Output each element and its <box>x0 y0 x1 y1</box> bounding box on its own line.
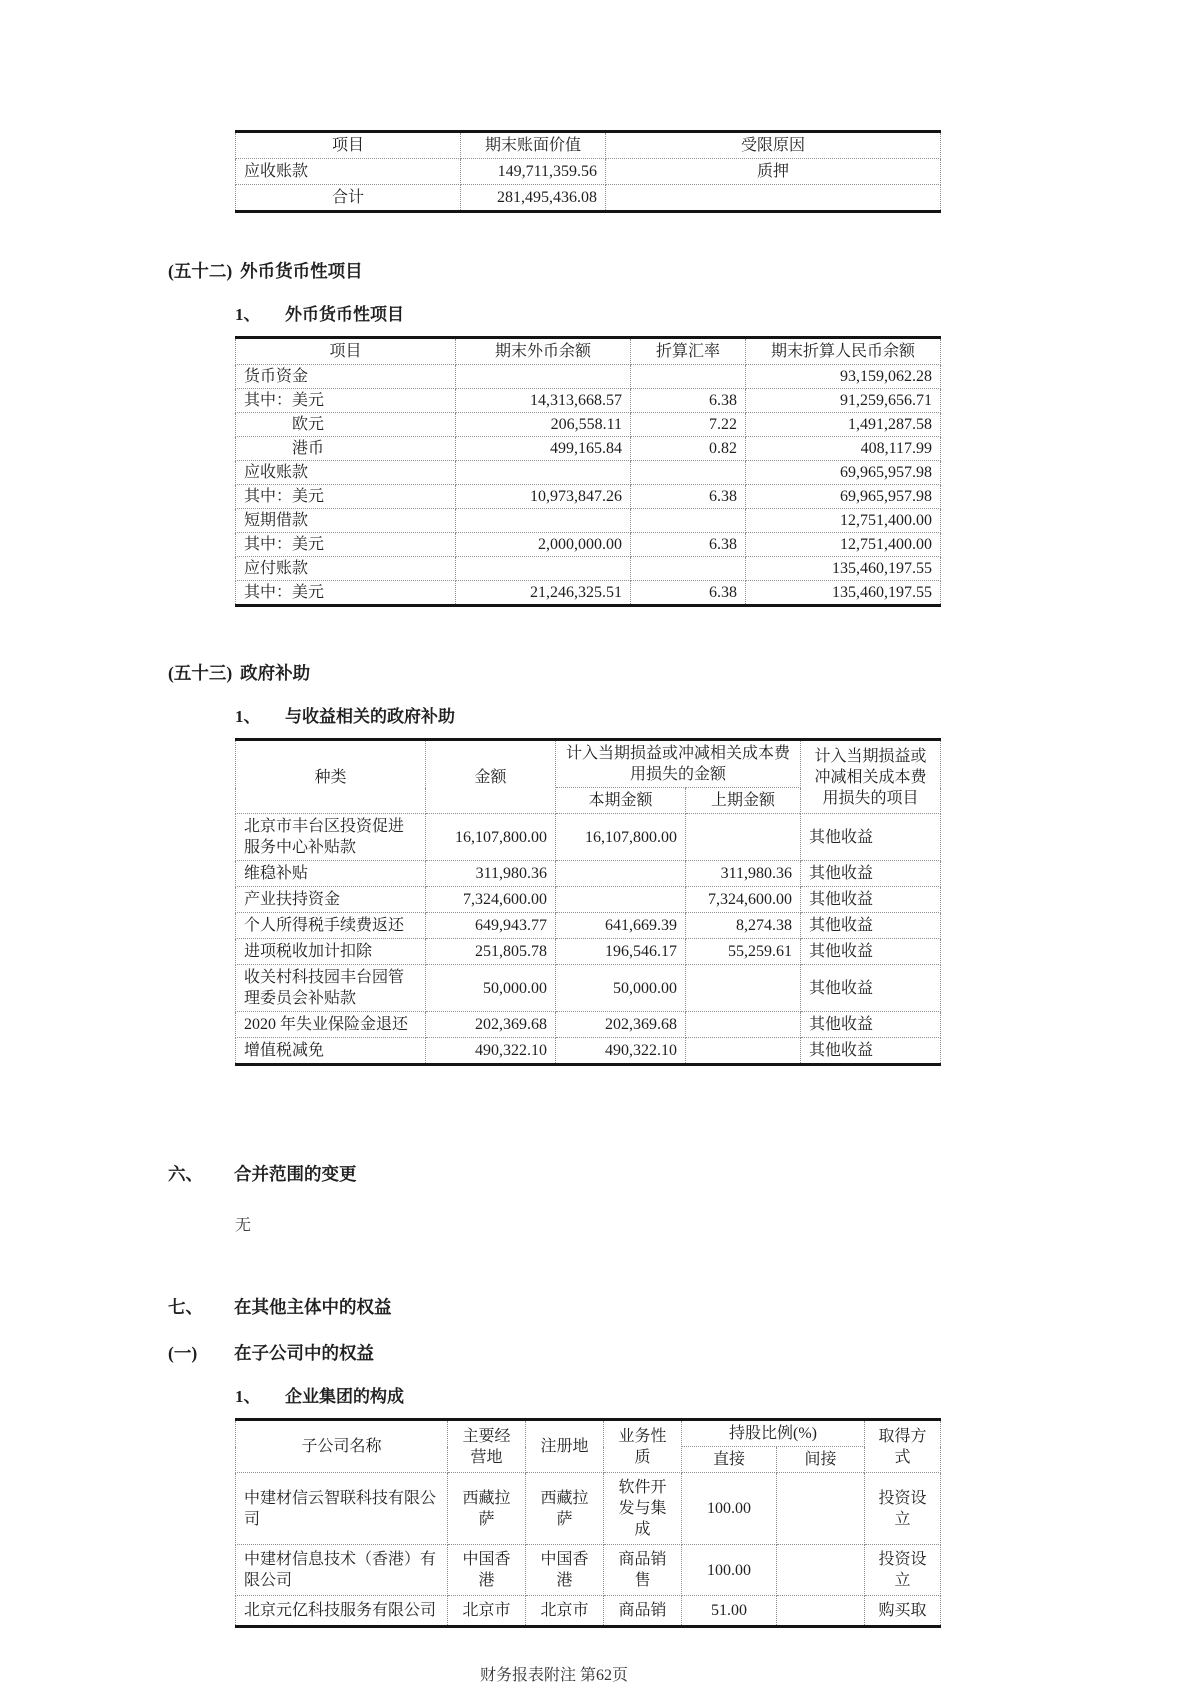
cell-item: 欧元 <box>236 413 456 437</box>
cell-current-amount <box>556 861 686 887</box>
subsidy-row <box>236 913 941 939</box>
cell-pl-item: 其他收益 <box>801 1038 941 1065</box>
cell-rmb-balance: 91,259,656.71 <box>746 389 941 413</box>
col-header-rate: 折算汇率 <box>631 338 746 365</box>
cell-current-amount: 202,369.68 <box>556 1012 686 1038</box>
cell-subsidiary-name: 中建材信息技术（香港）有限公司 <box>236 1545 448 1596</box>
table-header-row <box>236 132 941 159</box>
cell-subsidiary-name: 北京元亿科技服务有限公司 <box>236 1596 448 1627</box>
restricted-assets-table <box>235 130 941 213</box>
section-53-heading <box>168 661 950 685</box>
table-row <box>236 581 941 606</box>
col-header-fx-balance: 期末外币余额 <box>456 338 631 365</box>
section-number: (一) <box>168 1343 198 1363</box>
col-header-prior-period: 上期金额 <box>686 788 801 814</box>
cell-current-amount: 641,669.39 <box>556 913 686 939</box>
cell-indirect-ratio <box>777 1473 865 1545</box>
section-title: 政府补助 <box>240 663 311 683</box>
section-number: 六、 <box>168 1164 203 1184</box>
subsection-title: 企业集团的构成 <box>285 1387 404 1406</box>
subsidy-row <box>236 1012 941 1038</box>
section-number: (五十二) <box>168 261 233 281</box>
subsection-number: 1、 <box>235 305 261 324</box>
cell-rmb-balance: 1,491,287.58 <box>746 413 941 437</box>
cell-indirect-ratio <box>777 1596 865 1627</box>
cell-prior-amount: 8,274.38 <box>686 913 801 939</box>
table-row <box>236 437 941 461</box>
cell-current-amount: 196,546.17 <box>556 939 686 965</box>
cell-subsidiary-name: 中建材信云智联科技有限公司 <box>236 1473 448 1545</box>
page-footer: 财务报表附注 第62页 <box>479 1667 628 1684</box>
table-row <box>236 557 941 581</box>
cell-item: 其中：美元 <box>236 581 456 606</box>
cell-amount: 490,322.10 <box>426 1038 556 1065</box>
cell-current-amount: 50,000.00 <box>556 965 686 1012</box>
section-7-1-heading <box>168 1341 950 1365</box>
subsidy-row <box>236 1038 941 1065</box>
section-6-heading <box>168 1162 950 1186</box>
subsidiary-row <box>236 1596 941 1627</box>
foreign-currency-table <box>235 336 941 607</box>
cell-fx-balance <box>456 509 631 533</box>
cell-prior-amount <box>686 1012 801 1038</box>
table-row-total <box>236 185 941 212</box>
cell-business: 商品销售 <box>604 1545 682 1596</box>
section-6-body: 无 <box>235 1217 252 1234</box>
subsidiary-row <box>236 1473 941 1545</box>
cell-prior-amount: 55,259.61 <box>686 939 801 965</box>
col-header-item: 项目 <box>236 338 456 365</box>
cell-amount: 311,980.36 <box>426 861 556 887</box>
cell-fx-balance: 14,313,668.57 <box>456 389 631 413</box>
cell-amount: 251,805.78 <box>426 939 556 965</box>
col-header-pl-item: 计入当期损益或冲减相关成本费用损失的项目 <box>801 740 941 814</box>
section-title: 在子公司中的权益 <box>234 1343 374 1363</box>
cell-registration: 西藏拉萨 <box>526 1473 604 1545</box>
col-header-current-period: 本期金额 <box>556 788 686 814</box>
cell-main-place: 西藏拉萨 <box>448 1473 526 1545</box>
col-header-kind: 种类 <box>236 740 426 814</box>
cell-item: 其中：美元 <box>236 533 456 557</box>
cell-item: 合计 <box>236 185 461 212</box>
subsidy-row <box>236 887 941 913</box>
cell-fx-balance: 21,246,325.51 <box>456 581 631 606</box>
cell-amount: 50,000.00 <box>426 965 556 1012</box>
cell-item: 货币资金 <box>236 365 456 389</box>
cell-business: 软件开发与集成 <box>604 1473 682 1545</box>
cell-kind: 增值税减免 <box>236 1038 426 1065</box>
col-header-main-place: 主要经营地 <box>448 1420 526 1473</box>
cell-direct-ratio: 100.00 <box>682 1545 777 1596</box>
col-header-value: 期末账面价值 <box>461 132 606 159</box>
cell-rate <box>631 557 746 581</box>
cell-current-amount <box>556 887 686 913</box>
cell-amount: 7,324,600.00 <box>426 887 556 913</box>
subsidy-row <box>236 939 941 965</box>
cell-item: 其中：美元 <box>236 485 456 509</box>
cell-acquisition: 购买取 <box>865 1596 941 1627</box>
cell-pl-item: 其他收益 <box>801 814 941 861</box>
cell-pl-item: 其他收益 <box>801 913 941 939</box>
cell-item: 应收账款 <box>236 159 461 185</box>
cell-kind: 维稳补贴 <box>236 861 426 887</box>
table-row <box>236 365 941 389</box>
cell-kind: 个人所得税手续费返还 <box>236 913 426 939</box>
subsidiaries-table <box>235 1418 941 1628</box>
cell-rate: 6.38 <box>631 389 746 413</box>
cell-acquisition: 投资设立 <box>865 1545 941 1596</box>
subsidiary-row <box>236 1545 941 1596</box>
section-number: 七、 <box>168 1297 203 1317</box>
cell-pl-item: 其他收益 <box>801 939 941 965</box>
subsection-title: 与收益相关的政府补助 <box>285 707 455 726</box>
col-header-rmb-balance: 期末折算人民币余额 <box>746 338 941 365</box>
section-7-heading <box>168 1295 950 1319</box>
table-header-row <box>236 740 941 788</box>
col-header-registration: 注册地 <box>526 1420 604 1473</box>
cell-kind: 北京市丰台区投资促进服务中心补贴款 <box>236 814 426 861</box>
col-header-amount: 金额 <box>426 740 556 814</box>
subsection-title: 外币货币性项目 <box>285 305 404 324</box>
col-header-business: 业务性质 <box>604 1420 682 1473</box>
cell-prior-amount <box>686 814 801 861</box>
col-header-indirect: 间接 <box>777 1447 865 1473</box>
cell-fx-balance: 499,165.84 <box>456 437 631 461</box>
cell-amount: 16,107,800.00 <box>426 814 556 861</box>
table-row <box>236 509 941 533</box>
cell-rmb-balance: 408,117.99 <box>746 437 941 461</box>
table-header-row <box>236 1420 941 1447</box>
cell-rmb-balance: 12,751,400.00 <box>746 509 941 533</box>
col-header-group: 计入当期损益或冲减相关成本费用损失的金额 <box>556 740 801 788</box>
cell-business: 商品销 <box>604 1596 682 1627</box>
cell-main-place: 北京市 <box>448 1596 526 1627</box>
cell-prior-amount <box>686 1038 801 1065</box>
section-52-heading <box>168 259 950 283</box>
cell-pl-item: 其他收益 <box>801 1012 941 1038</box>
cell-rate <box>631 509 746 533</box>
cell-kind: 进项税收加计扣除 <box>236 939 426 965</box>
cell-rate <box>631 365 746 389</box>
subsection-number: 1、 <box>235 707 261 726</box>
cell-rmb-balance: 93,159,062.28 <box>746 365 941 389</box>
col-header-holding-ratio: 持股比例(%) <box>682 1420 865 1447</box>
cell-fx-balance: 2,000,000.00 <box>456 533 631 557</box>
cell-fx-balance: 206,558.11 <box>456 413 631 437</box>
cell-current-amount: 490,322.10 <box>556 1038 686 1065</box>
col-header-item: 项目 <box>236 132 461 159</box>
cell-rmb-balance: 69,965,957.98 <box>746 461 941 485</box>
subsidy-row <box>236 861 941 887</box>
cell-direct-ratio: 51.00 <box>682 1596 777 1627</box>
table-row <box>236 159 941 185</box>
subsidy-row <box>236 814 941 861</box>
cell-kind: 收关村科技园丰台园管理委员会补贴款 <box>236 965 426 1012</box>
cell-prior-amount <box>686 965 801 1012</box>
subsidy-row <box>236 965 941 1012</box>
cell-fx-balance <box>456 461 631 485</box>
cell-item: 应付账款 <box>236 557 456 581</box>
cell-reason: 质押 <box>606 159 941 185</box>
cell-item: 应收账款 <box>236 461 456 485</box>
cell-amount: 649,943.77 <box>426 913 556 939</box>
cell-rmb-balance: 135,460,197.55 <box>746 557 941 581</box>
table-row <box>236 389 941 413</box>
cell-pl-item: 其他收益 <box>801 887 941 913</box>
cell-rmb-balance: 135,460,197.55 <box>746 581 941 606</box>
section-title: 外币货币性项目 <box>240 261 363 281</box>
section-number: (五十三) <box>168 663 233 683</box>
cell-rmb-balance: 69,965,957.98 <box>746 485 941 509</box>
cell-rate: 0.82 <box>631 437 746 461</box>
table-row <box>236 485 941 509</box>
cell-main-place: 中国香港 <box>448 1545 526 1596</box>
cell-rate <box>631 461 746 485</box>
cell-rmb-balance: 12,751,400.00 <box>746 533 941 557</box>
col-header-subsidiary-name: 子公司名称 <box>236 1420 448 1473</box>
cell-fx-balance <box>456 365 631 389</box>
table-row <box>236 413 941 437</box>
col-header-reason: 受限原因 <box>606 132 941 159</box>
cell-indirect-ratio <box>777 1545 865 1596</box>
cell-kind: 产业扶持资金 <box>236 887 426 913</box>
col-header-direct: 直接 <box>682 1447 777 1473</box>
cell-registration: 北京市 <box>526 1596 604 1627</box>
cell-amount: 202,369.68 <box>426 1012 556 1038</box>
cell-rate: 7.22 <box>631 413 746 437</box>
cell-item: 短期借款 <box>236 509 456 533</box>
cell-fx-balance: 10,973,847.26 <box>456 485 631 509</box>
cell-registration: 中国香港 <box>526 1545 604 1596</box>
cell-pl-item: 其他收益 <box>801 965 941 1012</box>
cell-kind: 2020 年失业保险金退还 <box>236 1012 426 1038</box>
cell-current-amount: 16,107,800.00 <box>556 814 686 861</box>
col-header-acquisition: 取得方式 <box>865 1420 941 1473</box>
table-header-row <box>236 338 941 365</box>
cell-rate: 6.38 <box>631 533 746 557</box>
table-row <box>236 533 941 557</box>
subsection-number: 1、 <box>235 1387 261 1406</box>
cell-prior-amount: 311,980.36 <box>686 861 801 887</box>
cell-reason <box>606 185 941 212</box>
cell-value: 149,711,359.56 <box>461 159 606 185</box>
cell-direct-ratio: 100.00 <box>682 1473 777 1545</box>
cell-fx-balance <box>456 557 631 581</box>
cell-prior-amount: 7,324,600.00 <box>686 887 801 913</box>
cell-acquisition: 投资设立 <box>865 1473 941 1545</box>
cell-item: 港币 <box>236 437 456 461</box>
section-7-1-1-heading <box>235 1385 950 1409</box>
cell-item: 其中：美元 <box>236 389 456 413</box>
cell-value: 281,495,436.08 <box>461 185 606 212</box>
cell-rate: 6.38 <box>631 485 746 509</box>
government-subsidy-table <box>235 738 941 1066</box>
section-title: 合并范围的变更 <box>234 1164 357 1184</box>
section-title: 在其他主体中的权益 <box>234 1297 392 1317</box>
cell-rate: 6.38 <box>631 581 746 606</box>
section-52-subheading <box>235 303 950 327</box>
table-row <box>236 461 941 485</box>
section-53-subheading <box>235 705 950 729</box>
cell-pl-item: 其他收益 <box>801 861 941 887</box>
